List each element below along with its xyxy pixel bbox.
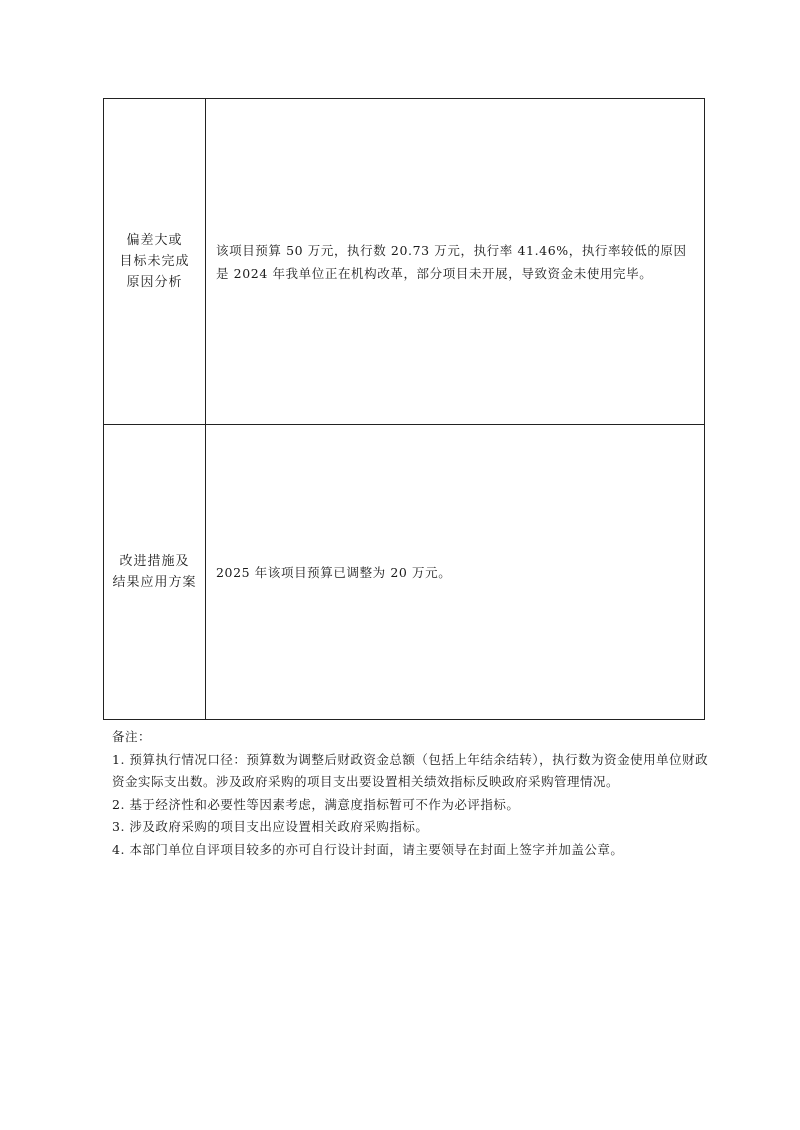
row-label-improvement-measures [104, 425, 206, 719]
label-line: 改进措施及 [119, 554, 190, 569]
note-item: 2. 基于经济性和必要性等因素考虑，满意度指标暂可不作为必评指标。 [112, 796, 520, 812]
notes-section [112, 726, 712, 861]
row-content-deviation-analysis [206, 99, 704, 424]
note-item: 1. 预算执行情况口径：预算数为调整后财政资金总额（包括上年结余结转），执行数为资金使用单位财政资金实际支出数。涉及政府采购的项目支出要设置相关绩效指标反映政府采购管理情况。 [112, 751, 709, 789]
row-label-deviation-analysis [104, 99, 206, 424]
notes-heading: 备注： [112, 729, 152, 744]
label-line: 偏差大或 [126, 233, 183, 248]
note-item: 3. 涉及政府采购的项目支出应设置相关政府采购指标。 [112, 819, 429, 834]
label-line: 结果应用方案 [112, 575, 197, 590]
table-row-improvement-measures [104, 425, 704, 719]
row-content-improvement-measures [206, 425, 704, 719]
note-item: 4. 本部门单位自评项目较多的亦可自行设计封面，请主要领导在封面上签字并加盖公章。 [112, 841, 624, 857]
label-line: 原因分析 [126, 275, 183, 290]
improvement-measures-text: 2025 年该项目预算已调整为 20 万元。 [216, 564, 452, 580]
deviation-analysis-text: 该项目预算 50 万元，执行数 20.73 万元，执行率 41.46%，执行率较低的原因是 2024 年我单位正在机构改革，部分项目未开展，导致资金未使用完毕。 [216, 242, 687, 281]
table-row-deviation-analysis [104, 99, 704, 425]
evaluation-table [103, 98, 705, 720]
label-line: 目标未完成 [119, 254, 190, 269]
